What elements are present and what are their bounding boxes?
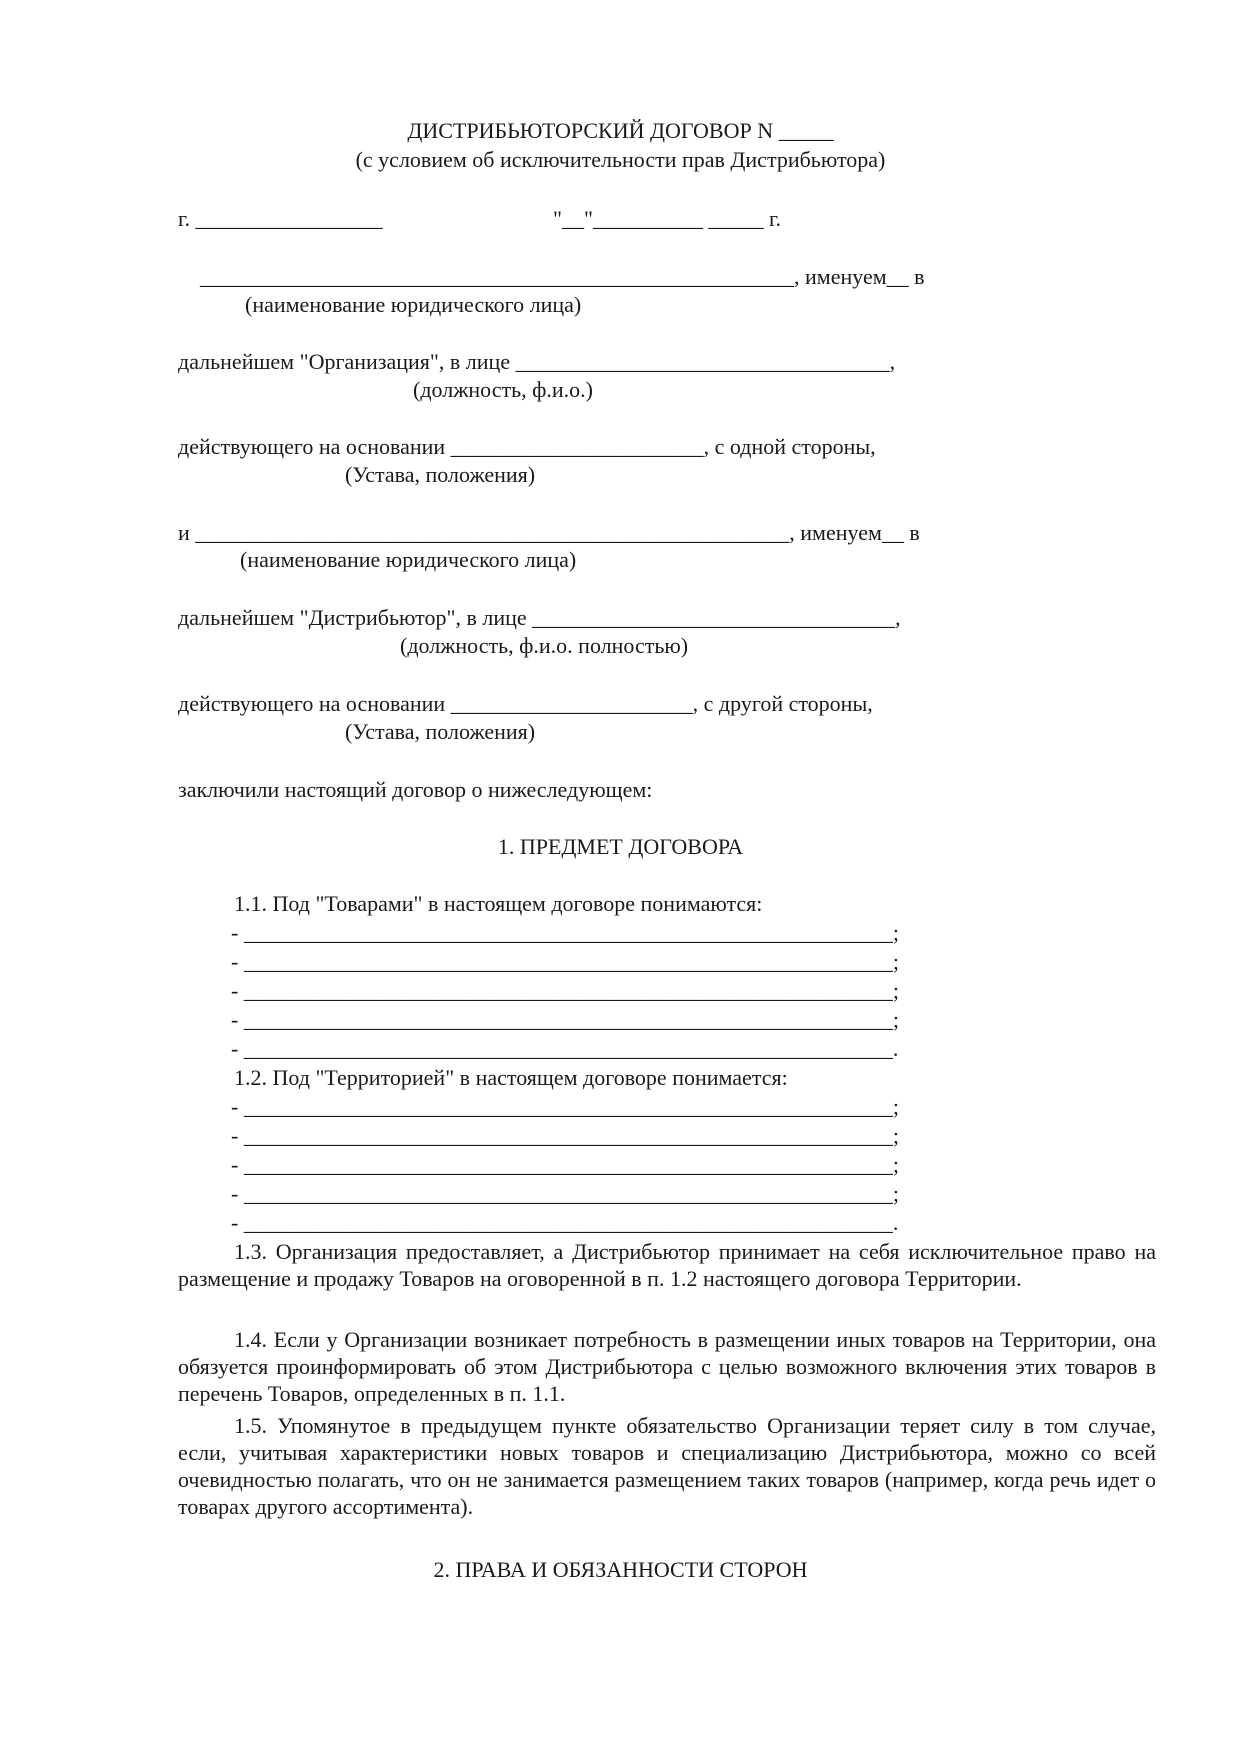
section1-heading: 1. ПРЕДМЕТ ДОГОВОРА: [497, 834, 744, 859]
party1-representative-note: (должность, ф.и.о.): [413, 377, 593, 402]
territory-line: - ___________________________________________________________;: [231, 1152, 899, 1177]
clause-1-2: 1.2. Под "Территорией" в настоящем договоре понимается:: [234, 1065, 788, 1090]
party1-basis-note: (Устава, положения): [345, 462, 536, 487]
goods-line: - ___________________________________________________________;: [231, 949, 899, 974]
goods-line: - ___________________________________________________________;: [231, 978, 899, 1003]
territory-line: - ___________________________________________________________;: [231, 1094, 899, 1119]
clause-1-4-text: 1.4. Если у Организации возникает потребность в размещении иных товаров на Территории, она обязуется проинформировать об этом Дистрибьютора с целью возможного включения этих товаров в перечень Товаров, определенных в п. 1.1.: [178, 1327, 1156, 1406]
clause-1-5-text: 1.5. Упомянутое в предыдущем пункте обязательство Организации теряет силу в том случае, если, учитывая характеристики новых товаров и специализацию Дистрибьютора, можно со всей очевидностью полагать, что он не занимается размещением таких товаров (например, когда речь идет о товарах другого ассортимента).: [178, 1413, 1156, 1519]
territory-line: - ___________________________________________________________.: [231, 1210, 899, 1235]
goods-line: - ___________________________________________________________.: [231, 1036, 899, 1061]
clause-1-3-text: 1.3. Организация предоставляет, а Дистрибьютор принимает на себя исключительное право на размещение и продажу Товаров на оговоренной в п. 1.2 настоящего договора Территории.: [178, 1239, 1156, 1291]
party1-representative-line: дальнейшем "Организация", в лице __________________________________,: [178, 349, 896, 374]
party1-name-note: (наименование юридического лица): [245, 292, 582, 317]
goods-line: - ___________________________________________________________;: [231, 920, 899, 945]
goods-line: - ___________________________________________________________;: [231, 1007, 899, 1032]
date-field: "__"__________ _____ г.: [553, 206, 782, 231]
territory-line: - ___________________________________________________________;: [231, 1123, 899, 1148]
clause-1-4: [178, 1326, 1156, 1407]
document-title: ДИСТРИБЬЮТОРСКИЙ ДОГОВОР N _____: [407, 118, 834, 143]
city-field: г. _________________: [178, 206, 383, 231]
document-subtitle: (с условием об исключительности прав Дистрибьютора): [355, 147, 886, 172]
party2-basis-line: действующего на основании ______________________, с другой стороны,: [178, 691, 873, 716]
intro-text: заключили настоящий договор о нижеследующем:: [178, 777, 653, 802]
party2-basis-note: (Устава, положения): [345, 719, 536, 744]
clause-1-1: 1.1. Под "Товарами" в настоящем договоре понимаются:: [234, 891, 763, 916]
party2-representative-line: дальнейшем "Дистрибьютор", в лице _________________________________,: [178, 605, 901, 630]
party1-basis-line: действующего на основании _______________________, с одной стороны,: [178, 434, 876, 459]
clause-1-3: [178, 1238, 1156, 1292]
clause-1-5: [178, 1412, 1156, 1520]
party2-name-line: и ______________________________________________________, именуем__ в: [178, 520, 920, 545]
territory-line: - ___________________________________________________________;: [231, 1181, 899, 1206]
party1-name-line: ______________________________________________________, именуем__ в: [200, 264, 925, 289]
party2-representative-note: (должность, ф.и.о. полностью): [400, 633, 689, 658]
party2-name-note: (наименование юридического лица): [240, 547, 577, 572]
section2-heading: 2. ПРАВА И ОБЯЗАННОСТИ СТОРОН: [433, 1557, 808, 1582]
